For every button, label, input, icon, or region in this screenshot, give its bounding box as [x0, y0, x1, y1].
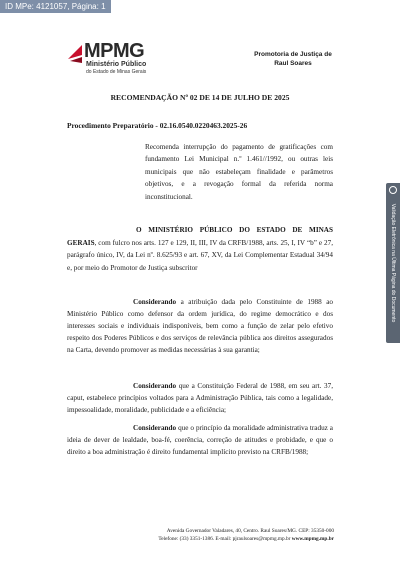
considerando-paragraph-1: [67, 296, 333, 356]
promotoria-line2: Raul Soares: [274, 60, 312, 67]
intro-paragraph: [67, 224, 333, 274]
considerando-text-1: a atribuição dada pelo Constituinte de 1988 ao Ministério Público como defensor da ordem jurídica, do regime democrático e dos interesses sociais e individuais indisponíveis, bem como a função de zelar pelo efetivo respeito dos Poderes Públicos e dos serviços de relevância pública aos direitos assegurados na Carta, devendo promover as medidas necessárias à sua garantia;: [67, 298, 333, 355]
considerando-paragraph-2: [67, 380, 333, 416]
mpmg-logo: [68, 40, 158, 77]
intro-text: , com fulcro nos arts. 127 e 129, II, III, IV da CRFB/1988, arts. 25, I, IV “b” e 27, parágrafo único, IV, da Lei nº. 8.625/93 e art. 67, XV, da Lei Complementar Estadual 34/94 e, por meio do Promotor de Justiça subscritor: [67, 238, 333, 272]
logo-subtitle-line2: do Estado de Minas Gerais: [86, 69, 147, 75]
document-title: RECOMENDAÇÃO Nº 02 DE 14 DE JULHO DE 2025: [110, 93, 290, 102]
document-id-tag: ID MPe: 4121057, Página: 1: [0, 0, 111, 13]
considerando-label: Considerando: [133, 298, 177, 306]
intro-subject: O MINISTÉRIO PÚBLICO DO ESTADO DE MINAS GERAIS: [67, 226, 333, 247]
procedure-number: Procedimento Preparatório - 02.16.0540.0220463.2025-26: [67, 121, 248, 130]
considerando-text-2: que a Constituição Federal de 1988, em seu art. 37, caput, estabelece princípios voltados para a Administração Pública, tais como a legalidade, impessoalidade, moralidade, publicidade e a eficiência;: [67, 382, 333, 415]
considerando-text-3: que o princípio da moralidade administrativa traduz a ideia de dever de lealdade, boa-fé, coerência, correção de atitudes e probidade, e que o direito a boa administração é direito fundamental implícito previsto na CRFB/1988;: [67, 424, 333, 457]
logo-subtitle-line1: Ministério Público: [86, 61, 147, 68]
logo-wordmark: MPMG: [84, 40, 145, 62]
promotoria-line1: Promotoria de Justiça de: [254, 51, 332, 58]
considerando-label: Considerando: [133, 424, 177, 432]
footer-website-link[interactable]: www.mpmg.mp.br: [291, 535, 334, 542]
page-footer: [120, 528, 334, 543]
electronic-validation-stamp: [386, 183, 400, 343]
promotoria-heading: [238, 50, 348, 68]
footer-contact: [120, 536, 334, 544]
considerando-paragraph-3: [67, 422, 333, 458]
footer-phone-email: Telefone: (33) 3351-1386. E-mail: pjraulsoares@mpmg.mp.br: [158, 535, 292, 542]
validation-stamp-text: Validação Eletrônica na Última Página do Documento: [390, 203, 396, 323]
considerando-label: Considerando: [133, 382, 177, 390]
ementa-paragraph: Recomenda interrupção do pagamento de gratificações com fundamento Lei Municipal n.º 1.461//1992, ou outras leis municipais que não estabeleçam finalidade e parâmetros objetivos, e a revogação formal da referida norma inconstitucional.: [145, 143, 333, 201]
footer-address: Avenida Governador Valadares, 40, Centro. Raul Soares/MG. CEP: 35350-000: [166, 528, 334, 534]
